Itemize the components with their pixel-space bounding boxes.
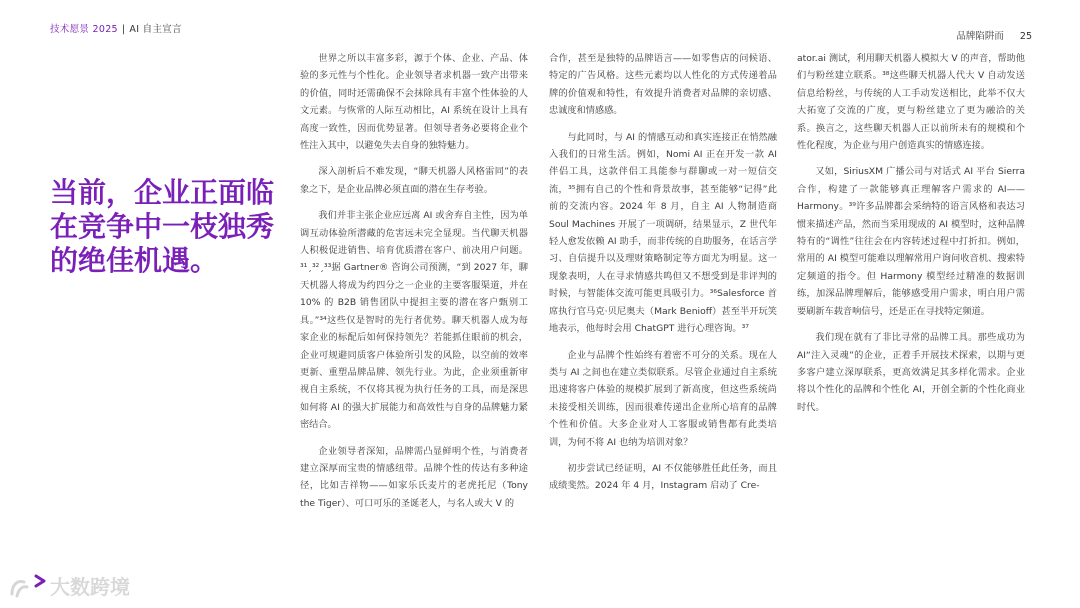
chapter-title: 品牌陷阱而 bbox=[956, 31, 1004, 42]
paragraph: 企业领导者深知，品牌需凸显鲜明个性，与消费者建立深厚而宝贵的情感纽带。品牌个性的传达有多种途径，比如吉祥物——如家乐氏麦片的老虎托尼（Tony the Tiger）、可口可乐的圣诞老人，与名人或大 V 的 bbox=[300, 445, 528, 509]
watermark-logo-icon bbox=[8, 570, 48, 600]
report-header bbox=[50, 21, 182, 35]
paragraph: ator.ai 测试，利用聊天机器人模拟大 V 的声音，帮助他们与粉丝建立联系。³⁸这些聊天机器人代大 V 自动发送信息给粉丝，与传统的人工手动发送相比，此举不仅大大拓宽了交流的广度，更与粉丝建立了更为融洽的关系。换言之，这些聊天机器人正以前所未有的规模和个性化程度，为企业与用户创造真实的情感连接。 bbox=[797, 53, 1025, 152]
text-column-3 bbox=[797, 50, 1025, 425]
paragraph: 与此同时，与 AI 的情感互动和真实连接正在悄然融入我们的日常生活。例如，Nomi AI 正在开发一款 AI 伴侣工具，这款伴侣工具能参与群聊或一对一短信交流，³⁵拥有自己的个性和背景故事，甚至能够“记得”此前的交流内容。2024 年 8 月，自主 AI 人物制造商 Soul Machines 开展了一项调研，结果显示，Z 世代年轻人愈发依赖 AI 助手，而非传统的自助服务，在话言学习、自信提升以及理财策略制定等方面尤为明显。这一现象表明，人在寻求情感共鸣但又不想受到是非评判的时候，与智能体交流可能更具吸引力。³⁶Salesforce 首席执行官马克·贝尼奥夫（Mark Benioff）甚至半开玩笑地表示，他每时会用 ChatGPT 进行心理咨询。³⁷ bbox=[549, 131, 777, 335]
text-column-2 bbox=[549, 50, 777, 504]
paragraph: 又如，SiriusXM 广播公司与对话式 AI 平台 Sierra 合作，构建了一款能够真正理解客户需求的 AI——Harmony。³⁹许多品牌都会采纳特的语言风格和表达习惯来描述产品，然而当采用现成的 AI 模型时，这种品牌特有的“调性”往往会在内容转述过程中打折扣。例如，常用的 AI 模型可能难以理解常用户询问收音机、搜索特定频道的指令。但 Harmony 模型经过精准的数据训练，加深品牌理解后，能够感受用户需求，明白用户需要刷新车载音响信号，还是正在寻找特定频道。 bbox=[797, 166, 1025, 317]
watermark-text: 大数跨境 bbox=[50, 574, 130, 599]
paragraph: 世界之所以丰富多彩，源于个体、企业、产品、体验的多元性与个性化。企业领导者求机器一致产出带来的价值，同时还需确保不会抹除具有丰富个性体验的人文元素。与恢常的人际互动相比，AI 系统在设计上具有高度一致性，因而优势显著。但领导者务必要将企业个性注入其中，以避免失去自身的独特魅力。 bbox=[300, 53, 528, 152]
page-number: 25 bbox=[1019, 31, 1032, 42]
paragraph: 企业与品牌个性始终有着密不可分的关系。现在人类与 AI 之间也在建立类似联系。尽管企业通过自主系统迅速将客户体验的规模扩展到了新高度，但这些系统尚未接受相关训练，因而很难传递出企业所心培育的品牌个性和价值。大多企业对人工客服或销售都有此类培训，为何不将 AI 也纳为培训对象？ bbox=[549, 349, 777, 448]
paragraph: 合作，甚至是独特的品牌语言——如零售店的问候语、特定的广告风格。这些元素均以人性化的方式传递着品牌的价值观和特性，有效提升消费者对品牌的亲切感、忠诚度和情感感。 bbox=[549, 53, 777, 117]
paragraph: 我们并非主张企业应远离 AI 或舍弃自主性，因为单调互动体验所潜藏的危害远未完全显现。当代聊天机器人积极促进销售、培育优质潜在客户、前决用户问题。³¹ˏ³²ˏ³³据 Gartner® 咨询公司预测，“到 2027 年，聊天机器人将成为约四分之一企业的主要客服渠道，并在 10% 的 B2B 销售团队中提担主要的潜在客户甄别工具。”³⁴这些仅是智时的先行者优势。聊天机器人成为每家企业的标配后如何保持领先？若能抓住眼前的机会，企业可规避同质客户体验所引发的风险，以空前的效率更新、重塑品牌品牌、领先行业。为此，企业须重新审视自主系统，不仅将其视为执行任务的工具，而是深思如何将 AI 的强大扩展能力和高效性与自身的品牌魅力紧密结合。 bbox=[300, 210, 528, 431]
report-title: 技术愿景 2025 bbox=[50, 24, 118, 35]
header-separator: | bbox=[121, 24, 126, 35]
pull-quote-headline: 当前，企业正面临在竞争中一枝独秀的绝佳机遇。 bbox=[50, 176, 275, 277]
page-header-right bbox=[956, 28, 1032, 42]
paragraph: 深入剖析后不难发现，“聊天机器人风格雷同”的表象之下，是企业品牌必须直面的潜在生存考验。 bbox=[300, 166, 528, 195]
section-title: AI 自主宣言 bbox=[129, 24, 182, 35]
paragraph: 我们现在就有了非比寻常的品牌工具。那些成功为 AI“注入灵魂”的企业，正着手开展技术探索，以期与更多客户建立深厚联系，更高效满足其多样化需求。企业将以个性化的品牌和个性化 AI，开创全新的个性化商业时代。 bbox=[797, 332, 1025, 413]
watermark bbox=[8, 567, 130, 603]
text-column-1 bbox=[300, 50, 528, 521]
paragraph: 初步尝试已经证明，AI 不仅能够胜任此任务，而且成绩斐然。2024 年 4 月，Instagram 启动了 Cre- bbox=[549, 462, 777, 492]
